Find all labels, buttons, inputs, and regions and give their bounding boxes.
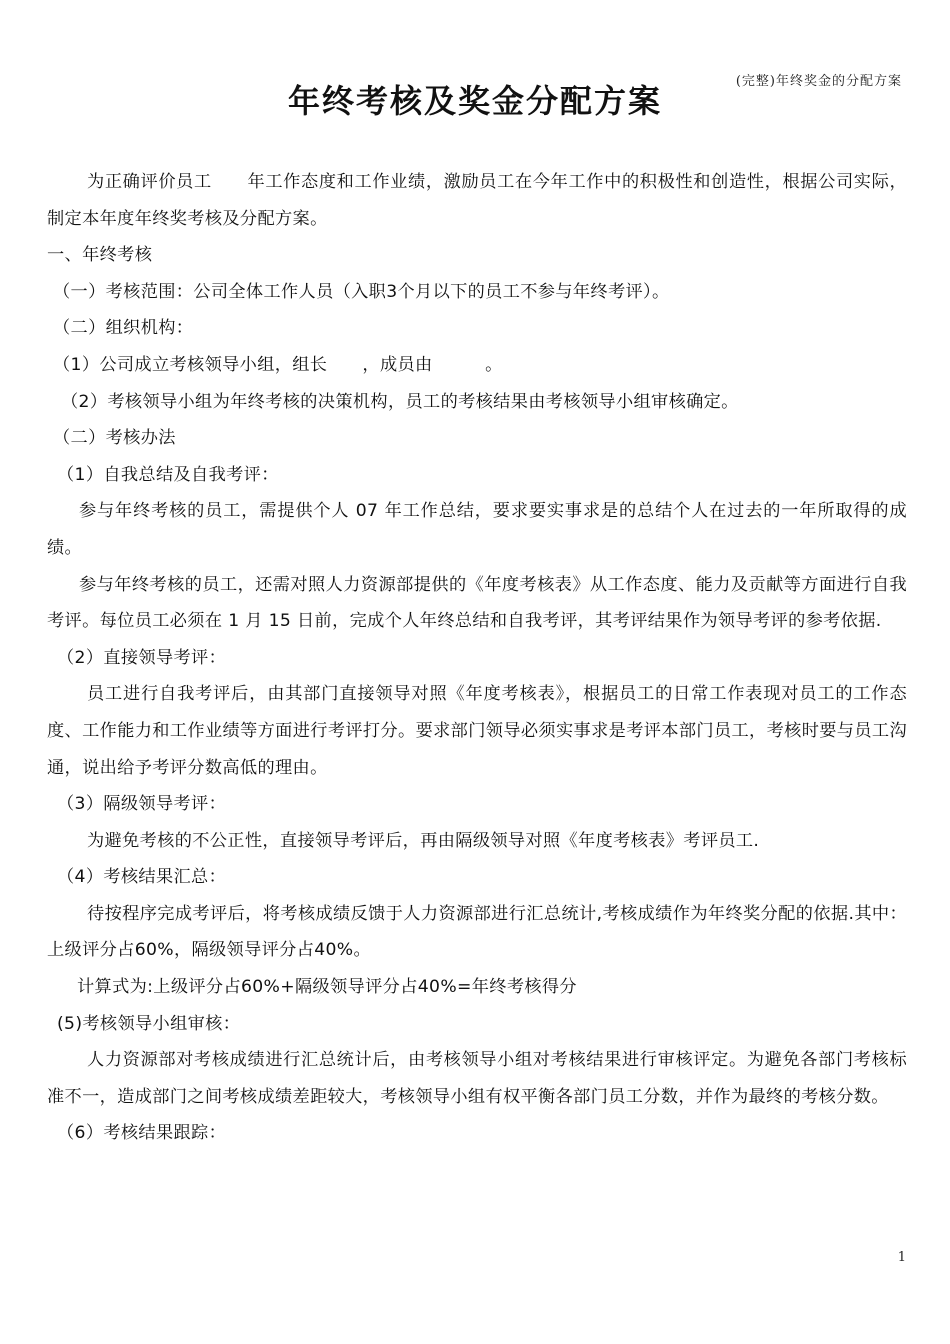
- method-4-paragraph: 待按程序完成考评后，将考核成绩反馈于人力资源部进行汇总统计,考核成绩作为年终奖分配的依据.其中：上级评分占60%，隔级领导评分占40%。: [47, 903, 907, 961]
- page-number: 1: [897, 1250, 906, 1265]
- method-1-paragraph-2: 参与年终考核的员工，还需对照人力资源部提供的《年度考核表》从工作态度、能力及贡献等方面进行自我考评。每位员工必须在 1 月 15 日前，完成个人年终总结和自我考评，其考评结果作为领导考评的参考依据.: [47, 574, 907, 632]
- document-title: 年终考核及奖金分配方案: [287, 82, 662, 120]
- method-5-heading: (5)考核领导小组审核：: [57, 1013, 241, 1034]
- organization-heading: （二）组织机构：: [53, 318, 194, 339]
- method-2-paragraph: 员工进行自我考评后，由其部门直接领导对照《年度考核表》，根据员工的日常工作表现对员工的工作态度、工作能力和工作业绩等方面进行考评打分。要求部门领导必须实事求是考评本部门员工，考核时要与员工沟通，说出给予考评分数高低的理由。: [47, 684, 907, 778]
- document-body: [47, 164, 907, 1152]
- method-2-heading: （2）直接领导考评：: [57, 647, 227, 668]
- organization-item-2: （2）考核领导小组为年终考核的决策机构，员工的考核结果由考核领导小组审核确定。: [61, 391, 739, 412]
- method-1-heading: （1）自我总结及自我考评：: [57, 464, 279, 485]
- method-3-heading: （3）隔级领导考评：: [57, 794, 227, 815]
- method-6-heading: （6）考核结果跟踪：: [57, 1123, 227, 1144]
- organization-item-1: （1）公司成立考核领导小组，组长 ，成员由 。: [53, 354, 503, 375]
- section-heading-annual-review: 一、年终考核: [47, 245, 153, 266]
- method-5-paragraph: 人力资源部对考核成绩进行汇总统计后，由考核领导小组对考核结果进行审核评定。为避免各部门考核标准不一，造成部门之间考核成绩差距较大，考核领导小组有权平衡各部门员工分数，并作为最终的考核分数。: [47, 1050, 907, 1107]
- review-scope: （一）考核范围：公司全体工作人员（入职3个月以下的员工不参与年终考评）。: [53, 281, 670, 302]
- method-heading: （二）考核办法: [53, 428, 176, 449]
- running-header: (完整)年终奖金的分配方案: [735, 74, 902, 89]
- method-3-paragraph: 为避免考核的不公正性，直接领导考评后，再由隔级领导对照《年度考核表》考评员工.: [87, 830, 760, 851]
- method-1-paragraph-1: 参与年终考核的员工，需提供个人 07 年工作总结，要求要实事求是的总结个人在过去的一年所取得的成绩。: [47, 501, 907, 558]
- score-formula: 计算式为:上级评分占60%+隔级领导评分占40%=年终考核得分: [77, 977, 577, 998]
- method-4-heading: （4）考核结果汇总：: [57, 867, 227, 888]
- intro-paragraph: 为正确评价员工 年工作态度和工作业绩，激励员工在今年工作中的积极性和创造性，根据公司实际，制定本年度年终奖考核及分配方案。: [47, 172, 907, 229]
